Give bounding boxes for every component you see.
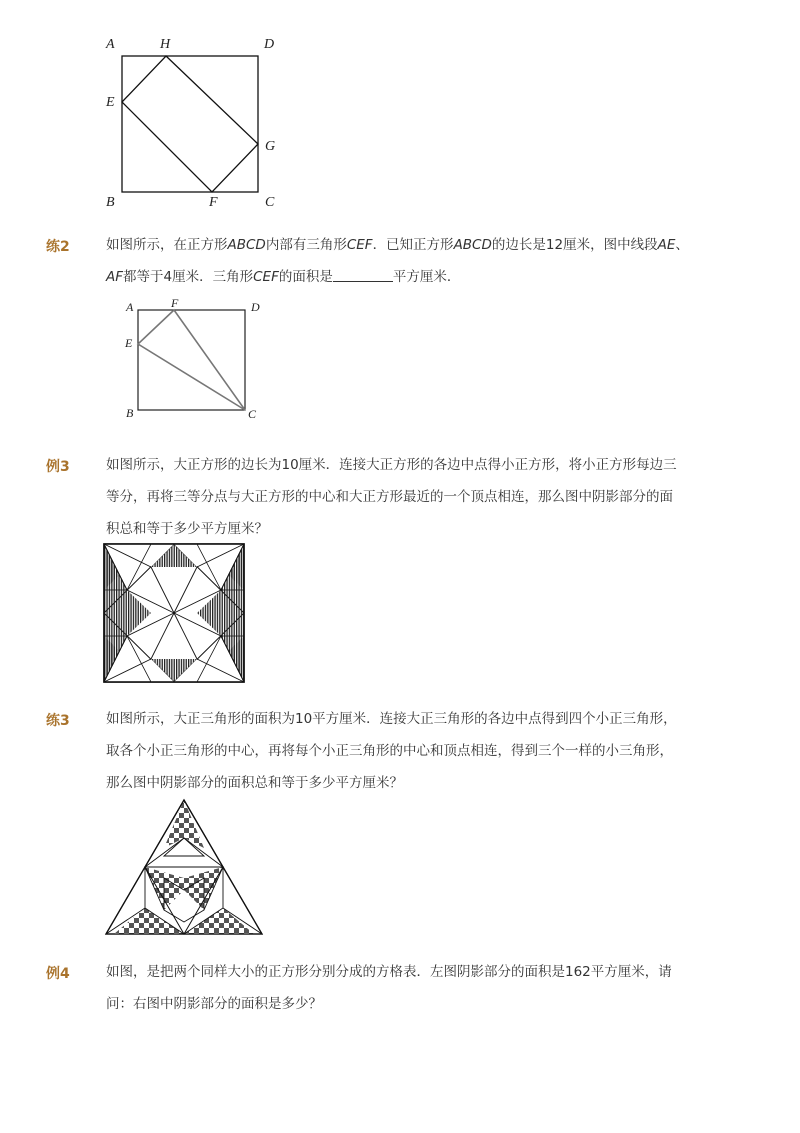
li3-line2: 等分，再将三等分点与大正方形的中心和大正方形最近的一个顶点相连，那么图中阴影部分的面: [106, 489, 673, 505]
lian2-line1: 如图所示，在正方形ABCD内部有三角形CEF．已知正方形ABCD的边长是12厘米，图中线段AE、: [106, 237, 689, 253]
label2-E: E: [125, 336, 133, 350]
label-G: G: [265, 139, 276, 154]
label-H: H: [160, 37, 171, 52]
lian3-line2: 取各个小正三角形的中心，再将每个小正三角形的中心和顶点相连，得到三个一样的小三角形，: [106, 743, 673, 759]
label-B: B: [106, 195, 115, 210]
label2-D: D: [251, 300, 260, 314]
li4-line2: 问：右图中阴影部分的面积是多少？: [106, 996, 322, 1012]
label-F: F: [209, 195, 218, 210]
label-E: E: [106, 95, 115, 110]
exercise-tag-lian2: 练2: [46, 239, 70, 255]
lian3-line1: 如图所示，大正三角形的面积为10平方厘米．连接大正三角形的各边中点得到四个小正三角形，: [106, 711, 677, 727]
label-C: C: [265, 195, 275, 210]
li3-line3: 积总和等于多少平方厘米？: [106, 521, 268, 537]
label-A: A: [106, 37, 115, 52]
triangle-cef-diagram: [0, 0, 800, 420]
label-D: D: [264, 37, 275, 52]
label2-C: C: [248, 407, 257, 421]
example-tag-li3: 例3: [46, 459, 70, 475]
label2-B: B: [126, 406, 134, 420]
shaded-square-figure: [104, 544, 244, 682]
lian2-line2: AF都等于4厘米．三角形CEF的面积是 平方厘米．: [106, 269, 461, 285]
example-tag-li4: 例4: [46, 966, 70, 982]
label2-A: A: [126, 300, 134, 314]
label2-F: F: [171, 296, 179, 310]
checkered-triangle-figure: [104, 798, 264, 936]
li3-line1: 如图所示，大正方形的边长为10厘米．连接大正方形的各边中点得小正方形，将小正方形每边三: [106, 457, 677, 473]
li4-line1: 如图，是把两个同样大小的正方形分别分成的方格表．左图阴影部分的面积是162平方厘米，请: [106, 964, 672, 980]
exercise-tag-lian3: 练3: [46, 713, 70, 729]
lian3-line3: 那么图中阴影部分的面积总和等于多少平方厘米？: [106, 775, 403, 791]
